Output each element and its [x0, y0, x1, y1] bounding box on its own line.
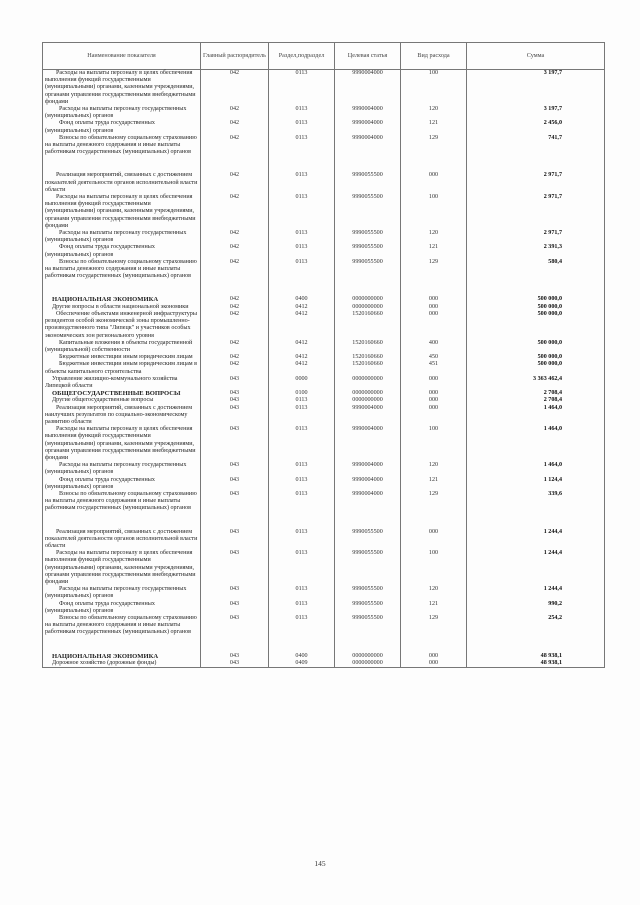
table-row: [43, 426, 605, 462]
row-section: 0412: [269, 311, 335, 340]
row-section: 0113: [269, 550, 335, 586]
row-chief-manager: 042: [201, 135, 269, 157]
row-chief-manager: 043: [201, 550, 269, 586]
row-target-item: 9990055500: [335, 244, 401, 258]
row-name: НАЦИОНАЛЬНАЯ ЭКОНОМИКА: [52, 296, 159, 304]
table-row: [43, 244, 605, 258]
row-target-item: 9990004000: [335, 462, 401, 476]
row-target-item: 0000000000: [335, 376, 401, 390]
row-expense-type: 000: [401, 390, 467, 397]
spacer-row: [43, 637, 605, 653]
row-amount: 2 971,7: [467, 172, 605, 194]
row-chief-manager: 042: [201, 354, 269, 361]
row-amount: 2 391,3: [467, 244, 605, 258]
row-section: 0113: [269, 586, 335, 600]
row-expense-type: 000: [401, 660, 467, 668]
row-target-item: 9990055500: [335, 586, 401, 600]
row-amount: 3 197,7: [467, 70, 605, 107]
row-amount: 48 938,1: [467, 660, 605, 668]
budget-table: [42, 42, 605, 668]
row-target-item: 9990004000: [335, 120, 401, 134]
row-name: Другие общегосударственные вопросы: [52, 397, 154, 404]
row-amount: 500 000,0: [467, 311, 605, 340]
row-section: 0400: [269, 296, 335, 303]
row-name: Расходы на выплаты персоналу государственных (муниципальных) органов: [45, 586, 187, 600]
row-amount: 1 464,0: [467, 462, 605, 476]
row-chief-manager: 043: [201, 376, 269, 390]
row-section: 0113: [269, 491, 335, 513]
row-amount: 1 244,4: [467, 550, 605, 586]
row-amount: 500 000,0: [467, 296, 605, 303]
row-name: НАЦИОНАЛЬНАЯ ЭКОНОМИКА: [52, 652, 159, 660]
table-row: [43, 70, 605, 107]
row-amount: 3 363 462,4: [467, 376, 605, 390]
row-target-item: 9990055500: [335, 259, 401, 281]
row-name: Расходы на выплаты персоналу государственных (муниципальных) органов: [45, 462, 187, 476]
table-row: [43, 106, 605, 120]
row-section: 0400: [269, 653, 335, 660]
row-amount: 2 708,4: [467, 390, 605, 397]
row-target-item: 1520160660: [335, 340, 401, 354]
row-expense-type: 000: [401, 311, 467, 340]
row-chief-manager: 042: [201, 340, 269, 354]
row-section: 0113: [269, 397, 335, 404]
row-chief-manager: 042: [201, 361, 269, 375]
row-chief-manager: 042: [201, 172, 269, 194]
header-section: Раздел,подраздел: [269, 43, 335, 70]
row-amount: 254,2: [467, 615, 605, 637]
row-target-item: 9990004000: [335, 491, 401, 513]
table-row: [43, 615, 605, 637]
row-name: Управление жилищно-коммунального хозяйства Липецкой области: [45, 375, 178, 389]
row-expense-type: 100: [401, 70, 467, 107]
header-expense-type: Вид расхода: [401, 43, 467, 70]
row-target-item: 9990055500: [335, 194, 401, 230]
row-name: Дорожное хозяйство (дорожные фонды): [52, 659, 157, 666]
row-amount: 2 456,0: [467, 120, 605, 134]
row-chief-manager: 042: [201, 194, 269, 230]
row-expense-type: 120: [401, 106, 467, 120]
row-target-item: 9990055500: [335, 550, 401, 586]
row-name: Капитальные вложения в объекты государственной (муниципальной) собственности: [45, 339, 193, 353]
row-target-item: 0000000000: [335, 304, 401, 311]
row-section: 0113: [269, 529, 335, 551]
row-target-item: 0000000000: [335, 296, 401, 303]
row-name: Реализация мероприятий, связанных с достижением наилучших результатов по социально-экономическому развитию области: [45, 404, 193, 425]
row-expense-type: 121: [401, 120, 467, 134]
row-chief-manager: 042: [201, 244, 269, 258]
table-row: [43, 172, 605, 194]
row-target-item: 9990055500: [335, 615, 401, 637]
row-amount: 1 464,0: [467, 426, 605, 462]
row-section: 0100: [269, 390, 335, 397]
row-target-item: 1520160660: [335, 354, 401, 361]
row-name: Расходы на выплаты персоналу государственных (муниципальных) органов: [45, 230, 187, 244]
row-chief-manager: 042: [201, 230, 269, 244]
row-expense-type: 000: [401, 296, 467, 303]
row-target-item: 9990004000: [335, 106, 401, 120]
table-row: [43, 601, 605, 615]
row-name: Взносы по обязательному социальному страхованию на выплаты денежного содержания и иные выплаты работникам государственных (муниципальных) органов: [45, 258, 197, 280]
row-amount: 741,7: [467, 135, 605, 157]
row-chief-manager: 043: [201, 615, 269, 637]
row-expense-type: 100: [401, 426, 467, 462]
row-name: Расходы на выплаты персоналу в целях обеспечения выполнения функций государственными (муниципальными) органами, казенными учреждениями, органами управления государственными внебюджетными фондами: [45, 194, 196, 229]
row-chief-manager: 043: [201, 390, 269, 397]
row-section: 0113: [269, 244, 335, 258]
row-expense-type: 121: [401, 477, 467, 491]
row-amount: 1 464,0: [467, 405, 605, 427]
row-expense-type: 120: [401, 586, 467, 600]
header-amount: Сумма: [467, 43, 605, 70]
table-row: [43, 491, 605, 513]
row-name: Обеспечение объектами инженерной инфраструктуры резидентов особой экономической зоны промышленно-производственного типа "Липецк" и участников особых экономических зон регионального уровня: [45, 310, 197, 339]
row-section: 0409: [269, 660, 335, 668]
row-section: 0113: [269, 462, 335, 476]
header-chief-manager: Главный распорядитель: [201, 43, 269, 70]
row-amount: 500 000,0: [467, 354, 605, 361]
row-amount: 580,4: [467, 259, 605, 281]
table-row: [43, 120, 605, 134]
row-section: 0113: [269, 135, 335, 157]
row-amount: 2 971,7: [467, 230, 605, 244]
row-amount: 500 000,0: [467, 340, 605, 354]
table-row: [43, 550, 605, 586]
row-target-item: 9990004000: [335, 70, 401, 107]
table-row: [43, 405, 605, 427]
table-row: [43, 304, 605, 311]
table-row: [43, 653, 605, 660]
row-name: Взносы по обязательному социальному страхованию на выплаты денежного содержания и иные выплаты работникам государственных (муниципальных) органов: [45, 134, 197, 156]
table-row: [43, 230, 605, 244]
row-section: 0113: [269, 426, 335, 462]
row-target-item: 1520160660: [335, 311, 401, 340]
row-target-item: 0000000000: [335, 660, 401, 668]
spacer-row: [43, 513, 605, 529]
row-target-item: 9990004000: [335, 426, 401, 462]
row-expense-type: 000: [401, 376, 467, 390]
table-row: [43, 586, 605, 600]
row-section: 0113: [269, 601, 335, 615]
row-section: 0113: [269, 120, 335, 134]
row-chief-manager: 042: [201, 70, 269, 107]
row-section: 0113: [269, 230, 335, 244]
row-name: Бюджетные инвестиции иным юридическим лицам: [59, 354, 193, 361]
row-target-item: 1520160660: [335, 361, 401, 375]
table-header-row: [43, 43, 605, 70]
row-target-item: 9990055500: [335, 172, 401, 194]
row-amount: 990,2: [467, 601, 605, 615]
row-chief-manager: 043: [201, 601, 269, 615]
row-name: Расходы на выплаты персоналу в целях обеспечения выполнения функций государственными (муниципальными) органами, казенными учреждениями, органами управления государственными внебюджетными фондами: [45, 426, 196, 461]
row-amount: 500 000,0: [467, 304, 605, 311]
row-name: Бюджетные инвестиции иным юридическим лицам в объекты капитального строительства: [45, 361, 198, 375]
row-chief-manager: 042: [201, 120, 269, 134]
row-expense-type: 129: [401, 615, 467, 637]
table-row: [43, 477, 605, 491]
row-section: 0113: [269, 106, 335, 120]
row-expense-type: 400: [401, 340, 467, 354]
header-target-item: Целевая статья: [335, 43, 401, 70]
row-target-item: 9990055500: [335, 529, 401, 551]
row-expense-type: 000: [401, 304, 467, 311]
row-target-item: 0000000000: [335, 653, 401, 660]
row-section: 0412: [269, 361, 335, 375]
row-section: 0113: [269, 259, 335, 281]
row-chief-manager: 043: [201, 405, 269, 427]
row-expense-type: 120: [401, 230, 467, 244]
row-section: 0113: [269, 405, 335, 427]
row-amount: 1 124,4: [467, 477, 605, 491]
row-section: 0412: [269, 304, 335, 311]
table-row: [43, 361, 605, 375]
row-chief-manager: 043: [201, 653, 269, 660]
row-chief-manager: 043: [201, 660, 269, 668]
row-amount: 2 708,4: [467, 397, 605, 404]
row-target-item: 9990055500: [335, 601, 401, 615]
row-target-item: 9990004000: [335, 477, 401, 491]
table-row: [43, 340, 605, 354]
spacer-row: [43, 280, 605, 296]
row-expense-type: 100: [401, 550, 467, 586]
row-name: Фонд оплаты труда государственных (муниципальных) органов: [45, 600, 155, 614]
row-chief-manager: 043: [201, 586, 269, 600]
row-target-item: 0000000000: [335, 397, 401, 404]
row-expense-type: 000: [401, 529, 467, 551]
row-expense-type: 000: [401, 397, 467, 404]
row-amount: 339,6: [467, 491, 605, 513]
spacer-row: [43, 156, 605, 172]
row-amount: 500 000,0: [467, 361, 605, 375]
row-expense-type: 100: [401, 194, 467, 230]
row-chief-manager: 042: [201, 311, 269, 340]
table-row: [43, 660, 605, 668]
row-name: Расходы на выплаты персоналу государственных (муниципальных) органов: [45, 106, 187, 120]
row-chief-manager: 043: [201, 491, 269, 513]
row-target-item: 0000000000: [335, 390, 401, 397]
row-section: 0113: [269, 477, 335, 491]
table-row: [43, 311, 605, 340]
row-chief-manager: 043: [201, 529, 269, 551]
row-chief-manager: 042: [201, 304, 269, 311]
table-row: [43, 259, 605, 281]
row-section: 0000: [269, 376, 335, 390]
row-chief-manager: 043: [201, 477, 269, 491]
row-name: Другие вопросы в области национальной экономики: [52, 303, 189, 310]
row-amount: 1 244,4: [467, 586, 605, 600]
row-name: Фонд оплаты труда государственных (муниципальных) органов: [45, 476, 155, 490]
row-expense-type: 121: [401, 601, 467, 615]
table-row: [43, 296, 605, 303]
row-name: Фонд оплаты труда государственных (муниципальных) органов: [45, 120, 155, 134]
row-amount: 2 971,7: [467, 194, 605, 230]
row-amount: 3 197,7: [467, 106, 605, 120]
row-expense-type: 121: [401, 244, 467, 258]
header-name: Наименование показателя: [43, 43, 201, 70]
table-row: [43, 462, 605, 476]
table-row: [43, 194, 605, 230]
row-name: Расходы на выплаты персоналу в целях обеспечения выполнения функций государственными (муниципальными) органами, казенными учреждениями, органами управления государственными внебюджетными фондами: [45, 70, 196, 105]
row-amount: 1 244,4: [467, 529, 605, 551]
row-target-item: 9990004000: [335, 135, 401, 157]
row-section: 0412: [269, 340, 335, 354]
row-chief-manager: 043: [201, 397, 269, 404]
row-expense-type: 129: [401, 491, 467, 513]
table-row: [43, 376, 605, 390]
row-name: Взносы по обязательному социальному страхованию на выплаты денежного содержания и иные выплаты работникам государственных (муниципальных) органов: [45, 615, 197, 636]
page-number: 145: [314, 859, 326, 868]
table-row: [43, 354, 605, 361]
row-expense-type: 129: [401, 135, 467, 157]
table-row: [43, 135, 605, 157]
row-expense-type: 000: [401, 405, 467, 427]
row-chief-manager: 043: [201, 426, 269, 462]
row-name: Фонд оплаты труда государственных (муниципальных) органов: [45, 244, 155, 258]
table-row: [43, 397, 605, 404]
row-chief-manager: 042: [201, 259, 269, 281]
row-expense-type: 000: [401, 653, 467, 660]
row-chief-manager: 043: [201, 462, 269, 476]
row-name: ОБЩЕГОСУДАРСТВЕННЫЕ ВОПРОСЫ: [52, 390, 181, 398]
row-name: Взносы по обязательному социальному страхованию на выплаты денежного содержания и иные выплаты работникам государственных (муниципальных) органов: [45, 490, 197, 512]
row-chief-manager: 042: [201, 106, 269, 120]
row-expense-type: 450: [401, 354, 467, 361]
row-expense-type: 129: [401, 259, 467, 281]
row-section: 0113: [269, 172, 335, 194]
row-section: 0113: [269, 615, 335, 637]
row-section: 0412: [269, 354, 335, 361]
table-row: [43, 529, 605, 551]
row-target-item: 9990055500: [335, 230, 401, 244]
row-target-item: 9990004000: [335, 405, 401, 427]
row-name: Реализация мероприятий, связанных с достижением показателей деятельности органов исполнительной власти области: [45, 172, 198, 193]
row-expense-type: 000: [401, 172, 467, 194]
row-section: 0113: [269, 70, 335, 107]
row-expense-type: 451: [401, 361, 467, 375]
row-expense-type: 120: [401, 462, 467, 476]
row-amount: 48 938,1: [467, 653, 605, 660]
row-section: 0113: [269, 194, 335, 230]
row-name: Расходы на выплаты персоналу в целях обеспечения выполнения функций государственными (муниципальными) органами, казенными учреждениями, органами управления государственными внебюджетными фондами: [45, 550, 196, 585]
row-name: Реализация мероприятий, связанных с достижением показателей деятельности органов исполнительной власти области: [45, 528, 198, 549]
row-chief-manager: 042: [201, 296, 269, 303]
